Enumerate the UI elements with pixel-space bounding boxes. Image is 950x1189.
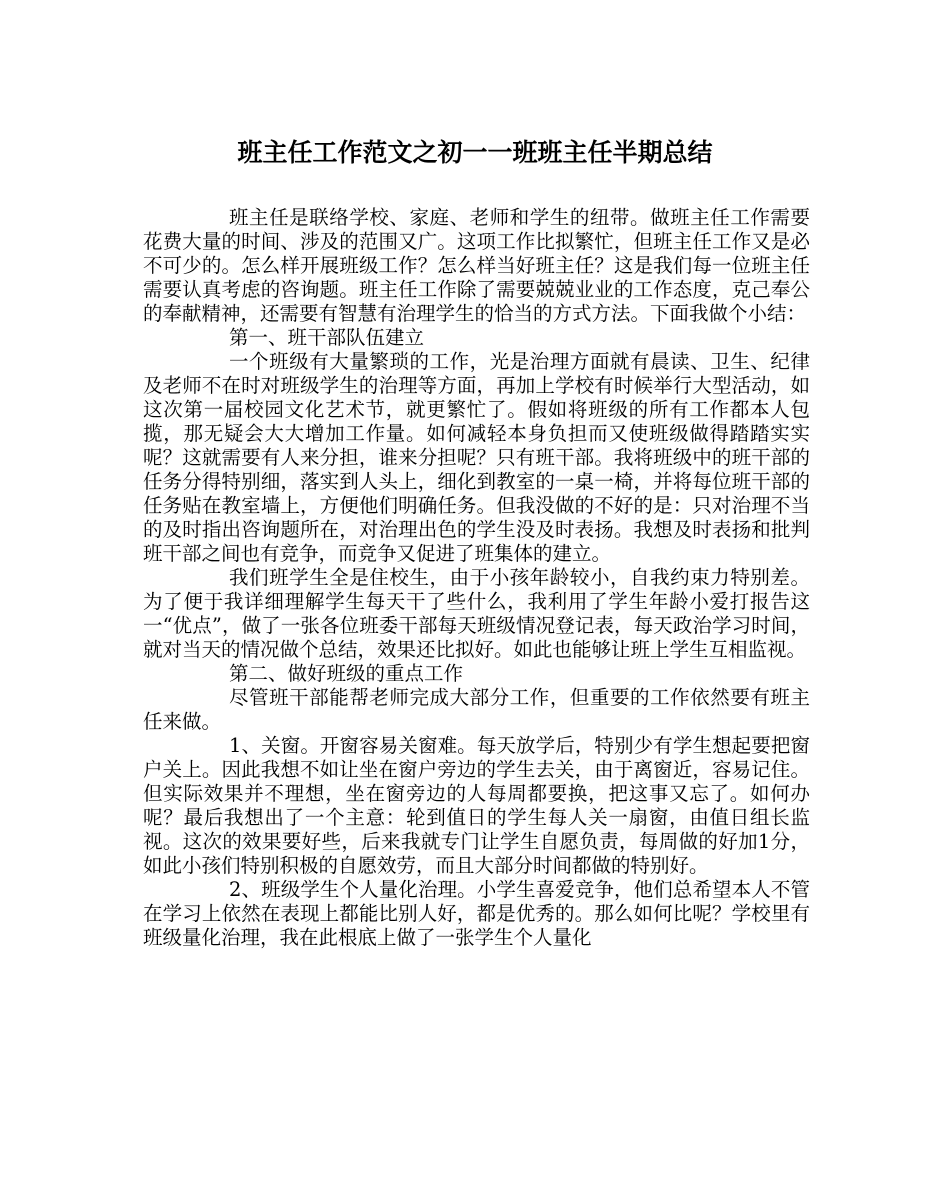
section-heading-1: 第一、班干部队伍建立: [229, 326, 425, 349]
paragraph: 一个班级有大量繁琐的工作，光是治理方面就有晨读、卫生、纪律及老师不在时对班级学生的治理等方面，再加上学校有时候举行大型活动，如这次第一届校园文化艺术节，就更繁忙了。假如将班级的所有工作都本人包揽，那无疑会大大增加工作量。如何减轻本身负担而又使班级做得踏踏实实呢？这就需要有人来分担，谁来分担呢？只有班干部。我将班级中的班干部的任务分得特别细，落实到人头上，细化到教室的一桌一椅，并将每位班干部的任务贴在教室墙上，方便他们明确任务。但我没做的不好的是：只对治理不当的及时指出咨询题所在，对治理出色的学生没及时表扬。我想及时表扬和批判班干部之间也有竞争，而竞争又促进了班集体的建立。: [143, 350, 810, 565]
paragraph: 2、班级学生个人量化治理。小学生喜爱竞争，他们总希望本人不管在学习上依然在表现上都能比别人好，都是优秀的。那么如何比呢？学校里有班级量化治理，我在此根底上做了一张学生个人量化: [143, 878, 810, 949]
paragraph: 我们班学生全是住校生，由于小孩年龄较小，自我约束力特别差。为了便于我详细理解学生每天干了些什么，我利用了学生年龄小爱打报告这一“优点”，做了一张各位班委干部每天班级情况登记表，每天政治学习时间，就对当天的情况做个总结，效果还比拟好。如此也能够让班上学生互相监视。: [143, 566, 810, 661]
paragraph: 1、关窗。开窗容易关窗难。每天放学后，特别少有学生想起要把窗户关上。因此我想不如让坐在窗户旁边的学生去关，由于离窗近，容易记住。但实际效果并不理想，坐在窗旁边的人每周都要换，把这事又忘了。如何办呢？最后我想出了一个主意：轮到值日的学生每人关一扇窗，由值日组长监视。这次的效果要好些，后来我就专门让学生自愿负责，每周做的好加1分，如此小孩们特别积极的自愿效劳，而且大部分时间都做的特别好。: [143, 734, 810, 877]
paragraph-intro: 班主任是联络学校、家庭、老师和学生的纽带。做班主任工作需要花费大量的时间、涉及的范围又广。这项工作比拟繁忙，但班主任工作又是必不可少的。怎么样开展班级工作？怎么样当好班主任？这是我们每一位班主任需要认真考虑的咨询题。班主任工作除了需要兢兢业业的工作态度，克己奉公的奉献精神，还需要有智慧有治理学生的恰当的方式方法。下面我做个小结：: [143, 206, 810, 325]
document-title: 班主任工作范文之初一一班班主任半期总结: [237, 138, 713, 167]
section-heading-2: 第二、做好班级的重点工作: [229, 662, 464, 685]
paragraph: 尽管班干部能帮老师完成大部分工作，但重要的工作依然要有班主任来做。: [143, 686, 810, 733]
document-body: [143, 206, 810, 950]
